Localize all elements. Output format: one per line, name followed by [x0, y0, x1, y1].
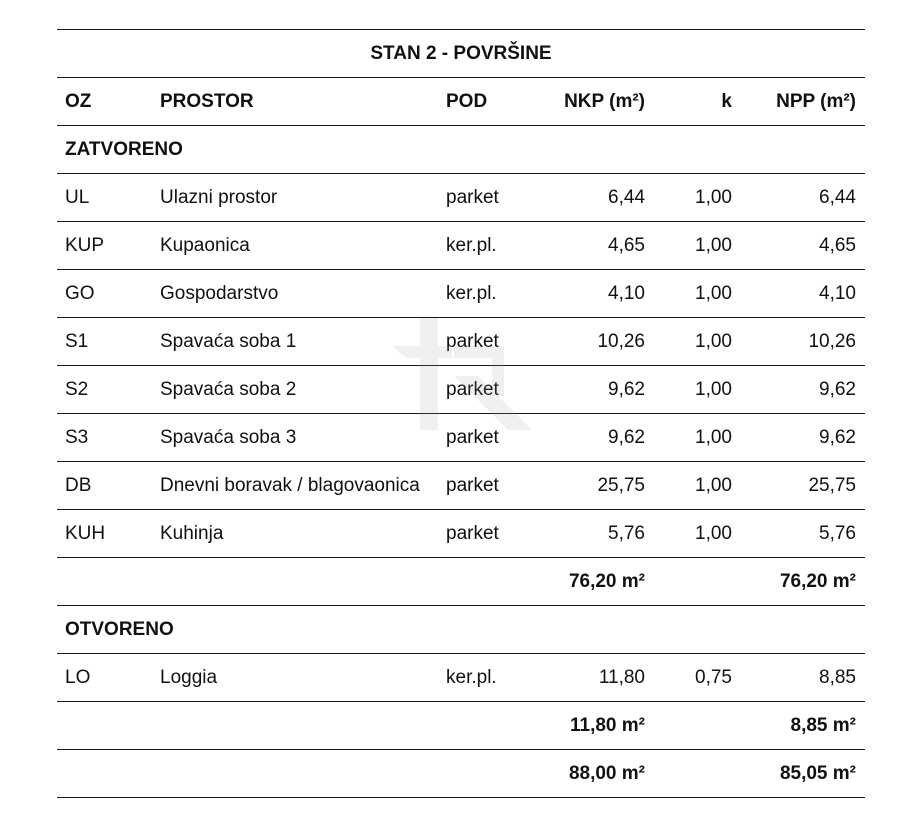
table-row [57, 318, 865, 366]
cell-oz: KUH [65, 523, 106, 544]
subtotal-closed-npp: 76,20 m² [779, 571, 856, 592]
cell-npp: 6,44 [819, 187, 856, 208]
cell-pod: parket [446, 187, 499, 208]
cell-prostor: Spavaća soba 2 [160, 379, 297, 400]
cell-oz: KUP [65, 235, 105, 256]
cell-oz: S1 [65, 331, 89, 352]
table-row [57, 462, 865, 510]
cell-oz: S2 [65, 379, 89, 400]
cell-npp: 5,76 [819, 523, 856, 544]
cell-prostor: Kuhinja [160, 523, 224, 544]
cell-nkp: 9,62 [608, 427, 645, 448]
cell-prostor: Kupaonica [160, 235, 250, 256]
cell-nkp: 10,26 [597, 331, 645, 352]
cell-npp: 10,26 [808, 331, 856, 352]
header-k: k [721, 91, 732, 112]
table-row [57, 222, 865, 270]
cell-nkp: 9,62 [608, 379, 645, 400]
cell-k: 0,75 [695, 667, 732, 688]
subtotal-closed-nkp: 76,20 m² [568, 571, 645, 592]
table-row [57, 654, 865, 702]
total-npp: 85,05 m² [779, 763, 856, 784]
cell-oz: S3 [65, 427, 89, 448]
subtotal-open-nkp: 11,80 m² [570, 715, 645, 736]
cell-prostor: Gospodarstvo [160, 283, 279, 304]
cell-prostor: Spavaća soba 1 [160, 331, 297, 352]
cell-prostor: Loggia [160, 667, 218, 688]
section-closed-label-row [57, 126, 865, 174]
cell-nkp: 5,76 [608, 523, 645, 544]
total-row [57, 750, 865, 798]
table-row [57, 174, 865, 222]
cell-npp: 4,65 [819, 235, 856, 256]
cell-k: 1,00 [695, 379, 732, 400]
cell-npp: 9,62 [819, 379, 856, 400]
header-row [57, 78, 865, 126]
table-row [57, 366, 865, 414]
header-npp: NPP (m²) [776, 91, 856, 112]
table-row [57, 270, 865, 318]
cell-k: 1,00 [695, 523, 732, 544]
cell-pod: parket [446, 427, 499, 448]
header-oz: OZ [65, 91, 92, 112]
cell-k: 1,00 [695, 427, 732, 448]
cell-oz: UL [65, 187, 90, 208]
cell-k: 1,00 [695, 235, 732, 256]
cell-oz: LO [65, 667, 91, 688]
cell-npp: 8,85 [819, 667, 856, 688]
table-row [57, 510, 865, 558]
header-prostor: PROSTOR [160, 91, 254, 112]
cell-npp: 4,10 [819, 283, 856, 304]
table-title-row [57, 29, 865, 78]
surface-table [57, 29, 865, 798]
cell-prostor: Spavaća soba 3 [160, 427, 297, 448]
cell-nkp: 25,75 [597, 475, 645, 496]
cell-prostor: Dnevni boravak / blagovaonica [160, 475, 420, 496]
header-pod: POD [446, 91, 488, 112]
cell-pod: parket [446, 523, 499, 544]
subtotal-open-row [57, 702, 865, 750]
subtotal-closed-row [57, 558, 865, 606]
cell-pod: ker.pl. [446, 283, 497, 304]
cell-npp: 25,75 [808, 475, 856, 496]
cell-k: 1,00 [695, 187, 732, 208]
cell-oz: DB [65, 475, 92, 496]
cell-pod: ker.pl. [446, 235, 497, 256]
cell-nkp: 4,10 [608, 283, 645, 304]
cell-pod: parket [446, 475, 499, 496]
header-nkp: NKP (m²) [564, 91, 645, 112]
section-closed-label: ZATVORENO [65, 139, 183, 160]
cell-oz: GO [65, 283, 95, 304]
cell-npp: 9,62 [819, 427, 856, 448]
cell-k: 1,00 [695, 283, 732, 304]
cell-pod: parket [446, 379, 499, 400]
cell-nkp: 4,65 [608, 235, 645, 256]
subtotal-open-npp: 8,85 m² [790, 715, 856, 736]
cell-prostor: Ulazni prostor [160, 187, 278, 208]
cell-nkp: 11,80 [598, 667, 645, 688]
cell-nkp: 6,44 [608, 187, 645, 208]
cell-pod: ker.pl. [446, 667, 497, 688]
table-title: STAN 2 - POVRŠINE [370, 43, 552, 64]
total-nkp: 88,00 m² [568, 763, 645, 784]
section-open-label: OTVORENO [65, 619, 174, 640]
cell-pod: parket [446, 331, 499, 352]
cell-k: 1,00 [695, 475, 732, 496]
cell-k: 1,00 [695, 331, 732, 352]
table-row [57, 414, 865, 462]
section-open-label-row [57, 606, 865, 654]
